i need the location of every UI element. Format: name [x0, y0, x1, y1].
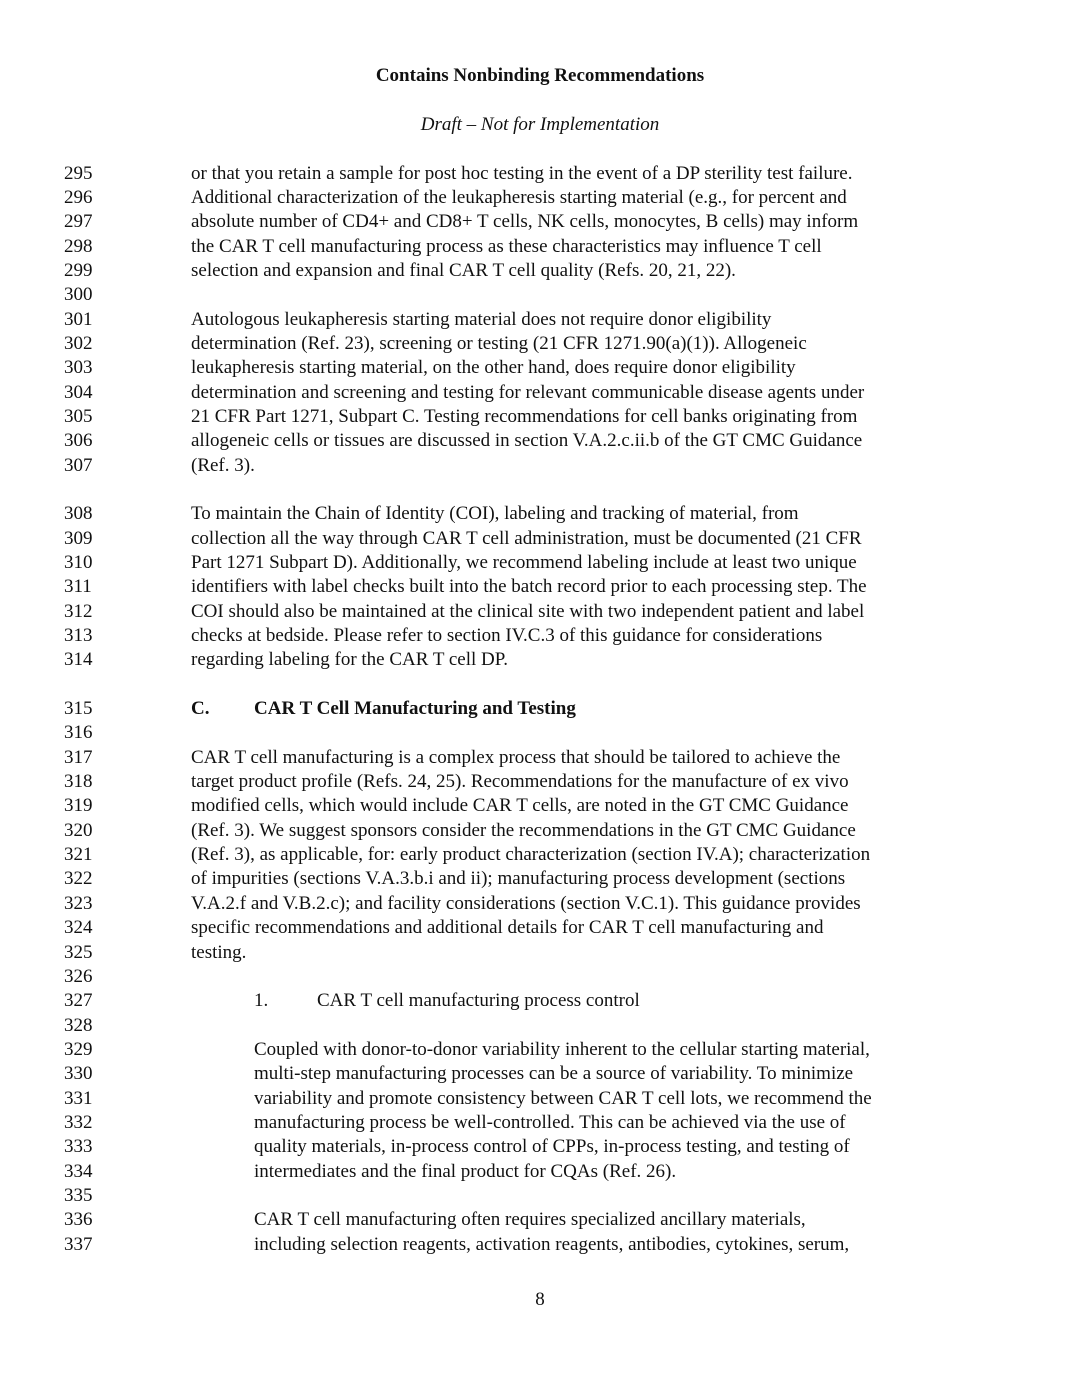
document-line [0, 721, 1080, 745]
document-body [0, 162, 1080, 1257]
document-line [0, 819, 1080, 843]
line-number: 298 [64, 235, 93, 257]
line-text: of impurities (sections V.A.3.b.i and ii); manufacturing process development (sections [191, 868, 846, 890]
line-number: 315 [64, 698, 93, 720]
line-number: 324 [64, 917, 93, 939]
line-number: 307 [64, 454, 93, 476]
document-line [0, 1062, 1080, 1086]
document-line [0, 600, 1080, 624]
line-text: allogeneic cells or tissues are discussed in section V.A.2.c.ii.b of the GT CMC Guidance [191, 430, 863, 452]
line-text: including selection reagents, activation reagents, antibodies, cytokines, serum, [254, 1233, 850, 1255]
document-line [0, 162, 1080, 186]
document-line [0, 186, 1080, 210]
line-text: To maintain the Chain of Identity (COI), labeling and tracking of material, from [191, 503, 799, 525]
line-text: Additional characterization of the leukapheresis starting material (e.g., for percent and [191, 186, 847, 208]
line-text: target product profile (Refs. 24, 25). Recommendations for the manufacture of ex vivo [191, 771, 849, 793]
line-number: 322 [64, 868, 93, 890]
line-number: 312 [64, 600, 93, 622]
line-number: 311 [64, 576, 92, 598]
line-text: modified cells, which would include CAR T cells, are noted in the GT CMC Guidance [191, 795, 849, 817]
page-number: 8 [535, 1289, 545, 1310]
document-line [0, 308, 1080, 332]
section-heading [191, 697, 576, 721]
document-line [0, 551, 1080, 575]
line-text: manufacturing process be well-controlled. This can be achieved via the use of [254, 1111, 846, 1133]
line-number: 303 [64, 357, 93, 379]
subsection-heading [254, 989, 640, 1013]
line-number: 327 [64, 990, 93, 1012]
line-number: 330 [64, 1063, 93, 1085]
line-text: or that you retain a sample for post hoc testing in the event of a DP sterility test failure. [191, 162, 853, 184]
heading-label: 1. [254, 990, 269, 1012]
line-number: 321 [64, 844, 93, 866]
line-number: 331 [64, 1087, 93, 1109]
line-number: 319 [64, 795, 93, 817]
line-text: V.A.2.f and V.B.2.c); and facility considerations (section V.C.1). This guidance provides [191, 892, 861, 914]
line-number: 297 [64, 211, 93, 233]
line-text: identifiers with label checks built into the batch record prior to each processing step. The [191, 576, 867, 598]
document-line [0, 1184, 1080, 1208]
line-number: 305 [64, 405, 93, 427]
line-text: Coupled with donor-to-donor variability inherent to the cellular starting material, [254, 1038, 870, 1060]
document-line [0, 1014, 1080, 1038]
line-number: 332 [64, 1111, 93, 1133]
document-line [0, 210, 1080, 234]
line-text: multi-step manufacturing processes can be a source of variability. To minimize [254, 1063, 854, 1085]
line-number: 336 [64, 1209, 93, 1231]
line-number: 320 [64, 819, 93, 841]
document-line [0, 1233, 1080, 1257]
heading-text: CAR T Cell Manufacturing and Testing [254, 698, 576, 720]
page-header-draft-notice: Draft – Not for Implementation [420, 114, 660, 135]
line-number: 334 [64, 1160, 93, 1182]
line-text: specific recommendations and additional details for CAR T cell manufacturing and [191, 917, 824, 939]
line-text: COI should also be maintained at the clinical site with two independent patient and label [191, 600, 865, 622]
line-number: 314 [64, 649, 93, 671]
line-text: the CAR T cell manufacturing process as these characteristics may influence T cell [191, 235, 822, 257]
line-number: 326 [64, 965, 93, 987]
document-line [0, 283, 1080, 307]
document-line [0, 794, 1080, 818]
line-text: collection all the way through CAR T cell administration, must be documented (21 CFR [191, 527, 862, 549]
document-line [0, 1208, 1080, 1232]
document-line [0, 1038, 1080, 1062]
heading-label: C. [191, 698, 210, 720]
document-line [0, 1111, 1080, 1135]
line-text: 21 CFR Part 1271, Subpart C. Testing recommendations for cell banks originating from [191, 405, 858, 427]
line-number: 333 [64, 1136, 93, 1158]
document-line [0, 1087, 1080, 1111]
document-line [0, 332, 1080, 356]
document-line [0, 746, 1080, 770]
line-text: regarding labeling for the CAR T cell DP. [191, 649, 508, 671]
line-number: 301 [64, 308, 93, 330]
document-line [0, 916, 1080, 940]
document-line [0, 624, 1080, 648]
document-line [0, 770, 1080, 794]
line-text: testing. [191, 941, 247, 963]
line-text: checks at bedside. Please refer to section IV.C.3 of this guidance for considerations [191, 625, 823, 647]
document-line [0, 989, 1080, 1013]
line-number: 316 [64, 722, 93, 744]
document-line [0, 235, 1080, 259]
line-number: 313 [64, 625, 93, 647]
document-line [0, 356, 1080, 380]
document-line [0, 1160, 1080, 1184]
line-text: quality materials, in-process control of CPPs, in-process testing, and testing of [254, 1136, 850, 1158]
line-number: 325 [64, 941, 93, 963]
line-number: 337 [64, 1233, 93, 1255]
line-number: 323 [64, 892, 93, 914]
document-line [0, 965, 1080, 989]
line-text: variability and promote consistency between CAR T cell lots, we recommend the [254, 1087, 872, 1109]
line-number: 318 [64, 771, 93, 793]
document-line [0, 1135, 1080, 1159]
line-number: 296 [64, 186, 93, 208]
line-number: 299 [64, 259, 93, 281]
document-line [0, 454, 1080, 478]
document-line [0, 867, 1080, 891]
line-text: CAR T cell manufacturing often requires specialized ancillary materials, [254, 1209, 806, 1231]
line-number: 304 [64, 381, 93, 403]
line-text: leukapheresis starting material, on the other hand, does require donor eligibility [191, 357, 796, 379]
document-line [0, 527, 1080, 551]
line-text: determination and screening and testing for relevant communicable disease agents under [191, 381, 865, 403]
line-text: intermediates and the final product for CQAs (Ref. 26). [254, 1160, 677, 1182]
document-line [0, 259, 1080, 283]
line-text: absolute number of CD4+ and CD8+ T cells, NK cells, monocytes, B cells) may inform [191, 211, 859, 233]
heading-text: CAR T cell manufacturing process control [317, 990, 640, 1012]
document-line [0, 502, 1080, 526]
line-text: Autologous leukapheresis starting material does not require donor eligibility [191, 308, 772, 330]
page-header-title: Contains Nonbinding Recommendations [375, 65, 705, 86]
line-text: selection and expansion and final CAR T cell quality (Refs. 20, 21, 22). [191, 259, 736, 281]
line-number: 335 [64, 1184, 93, 1206]
document-line [0, 478, 1080, 502]
line-text: CAR T cell manufacturing is a complex process that should be tailored to achieve the [191, 746, 841, 768]
line-number: 308 [64, 503, 93, 525]
document-line [0, 381, 1080, 405]
line-text: (Ref. 3), as applicable, for: early product characterization (section IV.A); characterization [191, 844, 871, 866]
line-number: 306 [64, 430, 93, 452]
line-text: (Ref. 3). We suggest sponsors consider the recommendations in the GT CMC Guidance [191, 819, 856, 841]
document-line [0, 429, 1080, 453]
document-line [0, 843, 1080, 867]
document-line [0, 405, 1080, 429]
document-line [0, 941, 1080, 965]
line-text: Part 1271 Subpart D). Additionally, we recommend labeling include at least two unique [191, 552, 857, 573]
line-number: 310 [64, 552, 93, 573]
line-number: 295 [64, 162, 93, 184]
line-number: 328 [64, 1014, 93, 1036]
document-line [0, 648, 1080, 672]
line-number: 302 [64, 332, 93, 354]
document-line [0, 673, 1080, 697]
document-line [0, 892, 1080, 916]
line-text: (Ref. 3). [191, 454, 255, 476]
document-line [0, 575, 1080, 599]
line-text: determination (Ref. 23), screening or testing (21 CFR 1271.90(a)(1)). Allogeneic [191, 332, 807, 354]
line-number: 317 [64, 746, 93, 768]
line-number: 300 [64, 284, 93, 306]
line-number: 329 [64, 1038, 93, 1060]
document-line [0, 697, 1080, 721]
line-number: 309 [64, 527, 93, 549]
